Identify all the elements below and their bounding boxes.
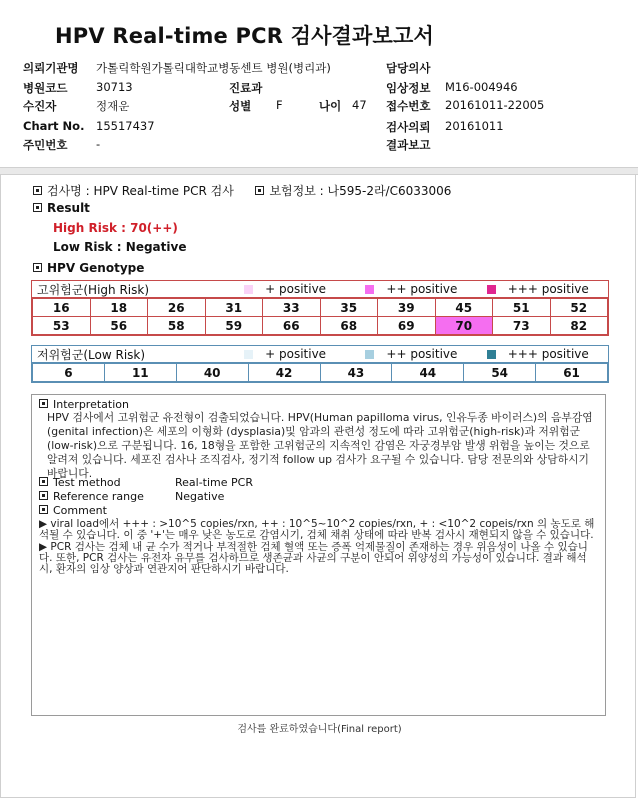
genotype-cell: 35 — [320, 299, 378, 317]
genotype-cell: 44 — [392, 364, 464, 382]
square-bullet-icon — [255, 186, 264, 195]
test-method-value: Real-time PCR — [175, 476, 253, 489]
genotype-cell: 16 — [33, 299, 91, 317]
request-label: 검사의뢰 — [386, 120, 431, 134]
clinical-label: 임상정보 — [386, 81, 431, 95]
genotype-section — [33, 261, 144, 275]
genotype-cell: 68 — [320, 317, 378, 335]
legend-plus — [244, 347, 365, 361]
genotype-cell: 45 — [435, 299, 493, 317]
hospcode-value: 30713 — [96, 80, 133, 94]
genotype-cell: 61 — [536, 364, 608, 382]
interpretation-text: HPV 검사에서 고위험군 유전형이 검출되었습니다. HPV(Human papilloma virus, 인유두종 바이러스)의 음부감염(genital infection)은 세포의 이형화 (dysplasia)및 암과의 관련성 정도에 따라 고위험군(high-risk)과 저위험군(low-risk)으로 구분됩니다. 16, 18형을 포함한 고위험군의 지속적인 감염은 자궁경부암 발생 위험을 높이는 것으로 알려져 있습니다. 세포진 검사나 조직검사, 정기적 follow up 검사가 요구될 수 있습니다. 담당 전문의와 상담하시기 바랍니다. — [47, 411, 593, 480]
legend-swatch — [487, 285, 496, 294]
genotype-cell: 40 — [176, 364, 248, 382]
low-risk-table — [31, 345, 609, 383]
low-risk-grid — [32, 363, 608, 382]
genotype-row — [33, 317, 608, 335]
legend-swatch — [244, 350, 253, 359]
high-risk-header — [32, 281, 608, 298]
hospcode-label: 병원코드 — [23, 81, 68, 95]
result-section-title: Result — [47, 201, 90, 215]
legend-swatch — [244, 285, 253, 294]
genotype-cell: 69 — [378, 317, 436, 335]
comment-1: ▶ viral load에서 +++ : >10^5 copies/rxn, ++ : 10^5~10^2 copies/rxn, + : <10^2 copeis/rxn 의 농도로 해석될 수 있습니다. 이 중 '+'는 매우 낮은 농도로 감염시기, 검체 채취 상태에 따라 반복 검사시 재현되지 않을 수 있습니다. — [39, 518, 595, 541]
genotype-cell: 43 — [320, 364, 392, 382]
sex-label: 성별 — [229, 99, 252, 113]
legend-swatch — [365, 285, 374, 294]
legend-swatch — [487, 350, 496, 359]
interpretation-title: Interpretation — [53, 398, 129, 411]
square-bullet-icon — [33, 203, 42, 212]
interpretation-heading — [39, 398, 129, 412]
genotype-cell: 31 — [205, 299, 263, 317]
collector-value: 정재운 — [96, 99, 130, 113]
genotype-cell: 66 — [263, 317, 321, 335]
genotype-cell: 6 — [33, 364, 105, 382]
comment-2: ▶ PCR 검사는 검체 내 균 수가 적거나 부적절한 검체 혈액 또는 증폭 억제물질이 존재하는 경우 위음성이 나올 수 있습니다. 또한, PCR 검사는 유전자 유무를 검사하므로 생존균과 사균의 구분이 안되어 위양성의 가능성이 있습니다. 결과 해석 시, 환자의 임상 양상과 연관지어 판단하시기 바랍니다. — [39, 541, 588, 575]
comment-heading — [39, 504, 107, 518]
genotype-cell: 42 — [248, 364, 320, 382]
genotype-cell: 26 — [148, 299, 206, 317]
square-bullet-icon — [39, 505, 48, 514]
result-report-label: 결과보고 — [386, 138, 431, 152]
legend-label: + positive — [265, 347, 327, 361]
low-risk-result: Low Risk : Negative — [53, 240, 187, 254]
square-bullet-icon — [33, 186, 42, 195]
legend-plus2 — [365, 347, 486, 361]
result-section — [33, 201, 90, 215]
genotype-cell: 33 — [263, 299, 321, 317]
legend-swatch — [365, 350, 374, 359]
collector-label: 수진자 — [23, 99, 57, 113]
genotype-cell: 52 — [550, 299, 608, 317]
legend-label: +++ positive — [507, 282, 589, 296]
square-bullet-icon — [39, 491, 48, 500]
comment-label: Comment — [53, 504, 107, 517]
legend-label: + positive — [265, 282, 327, 296]
reference-heading — [39, 490, 144, 504]
test-method-heading — [39, 476, 121, 490]
legend-plus2 — [365, 282, 486, 296]
test-name-text: 검사명 : HPV Real-time PCR 검사 — [47, 184, 234, 198]
age-label: 나이 — [319, 99, 342, 113]
institution-value: 가톨릭학원가톨릭대학교병동센트 병원(병리과) — [96, 61, 331, 75]
genotype-cell: 53 — [33, 317, 91, 335]
legend-label: +++ positive — [507, 347, 589, 361]
genotype-cell: 18 — [90, 299, 148, 317]
square-bullet-icon — [39, 399, 48, 408]
high-risk-caption: 고위험군(High Risk) — [37, 282, 149, 297]
insurance-text: 보험정보 : 나595-2라/C6033006 — [269, 184, 452, 198]
receipt-label: 접수번호 — [386, 99, 431, 113]
genotype-cell: 73 — [493, 317, 551, 335]
genotype-cell: 54 — [464, 364, 536, 382]
square-bullet-icon — [33, 263, 42, 272]
genotype-cell: 51 — [493, 299, 551, 317]
legend-plus3 — [487, 282, 608, 296]
reference-label: Reference range — [53, 490, 144, 503]
genotype-cell: 11 — [104, 364, 176, 382]
request-value: 20161011 — [445, 119, 504, 133]
test-name — [33, 182, 451, 199]
genotype-row — [33, 364, 608, 382]
legend-label: ++ positive — [386, 347, 458, 361]
test-method-label: Test method — [53, 476, 121, 489]
sex-value: F — [276, 98, 283, 112]
low-risk-header — [32, 346, 608, 363]
legend-plus — [244, 282, 365, 296]
genotype-row — [33, 299, 608, 317]
report-title: HPV Real-time PCR 검사결과보고서 — [55, 24, 434, 48]
high-risk-result: High Risk : 70(++) — [53, 221, 178, 235]
genotype-cell: 82 — [550, 317, 608, 335]
final-report-note: 검사를 완료하였습니다(Final report) — [237, 724, 402, 735]
interpretation-box — [31, 394, 606, 735]
genotype-cell: 58 — [148, 317, 206, 335]
genotype-cell: 56 — [90, 317, 148, 335]
rrn-label: 주민번호 — [23, 138, 68, 152]
genotype-cell: 39 — [378, 299, 436, 317]
low-risk-caption: 저위험군(Low Risk) — [37, 347, 146, 362]
square-bullet-icon — [39, 477, 48, 486]
genotype-cell: 59 — [205, 317, 263, 335]
doctor-label: 담당의사 — [386, 61, 431, 75]
genotype-section-title: HPV Genotype — [47, 261, 145, 275]
chart-value: 15517437 — [96, 119, 155, 133]
age-value: 47 — [352, 98, 367, 112]
institution-label: 의뢰기관명 — [23, 61, 79, 75]
legend-label: ++ positive — [386, 282, 458, 296]
receipt-value: 20161011-22005 — [445, 98, 545, 112]
chart-label: Chart No. — [23, 119, 85, 133]
dept-label: 진료과 — [229, 81, 263, 95]
rrn-value: - — [96, 137, 101, 151]
genotype-cell: 70 — [435, 317, 493, 335]
clinical-value: M16-004946 — [445, 80, 518, 94]
high-risk-grid — [32, 298, 608, 335]
reference-value: Negative — [175, 490, 225, 503]
high-risk-table — [31, 280, 609, 336]
legend-plus3 — [487, 347, 608, 361]
